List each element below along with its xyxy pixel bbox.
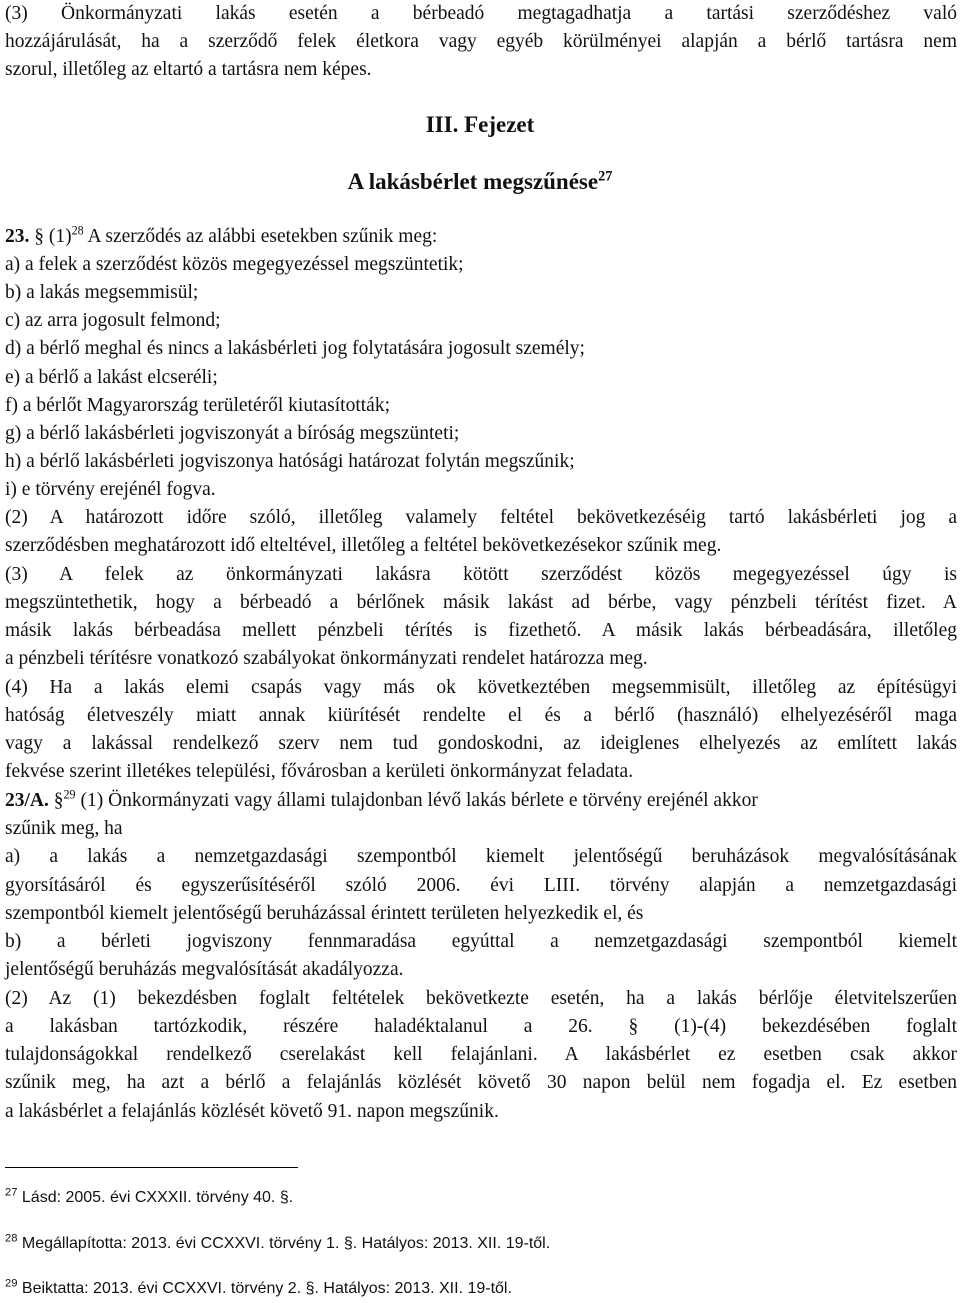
section-23a-item-b-line-1: b) a bérleti jogviszony fennmaradása egyúttal a nemzetgazdasági szempontból kiemelt bbox=[5, 931, 957, 952]
chapter-number: III. Fejezet bbox=[425, 112, 535, 137]
section-23-heading bbox=[5, 225, 437, 249]
section-23-p1-text: A szerződés az alábbi esetekben szűnik meg: bbox=[83, 226, 438, 247]
section-23a-number: 23/A. bbox=[5, 790, 54, 811]
section-23-p3-line-4: a pénzbeli térítésre vonatkozó szabályokat önkormányzati rendelet határozza meg. bbox=[5, 648, 648, 669]
section-23-item-h: h) a bérlő lakásbérleti jogviszonya hatósági határozat folytán megszűnik; bbox=[5, 451, 575, 472]
footnote-28 bbox=[5, 1234, 550, 1254]
section-23a-p1-text: (1) Önkormányzati vagy állami tulajdonban lévő lakás bérlete e törvény erejénél akkor bbox=[75, 790, 758, 811]
footnote-ref-29: 29 bbox=[63, 787, 76, 802]
section-23-item-a: a) a felek a szerződést közös megegyezéssel megszüntetik; bbox=[5, 254, 464, 275]
section-23a-item-a-line-1: a) a lakás a nemzetgazdasági szempontból kiemelt jelentőségű beruházások megvalósításának bbox=[5, 846, 957, 867]
section-23a-p2-line-2: a lakásban tartózkodik, részére haladéktalanul a 26. § (1)-(4) bekezdésében foglalt bbox=[5, 1016, 957, 1037]
chapter-title-text: A lakásbérlet megszűnése bbox=[347, 169, 599, 194]
intro-line-1: (3) Önkormányzati lakás esetén a bérbeadó megtagadhatja a tartási szerződéshez való bbox=[5, 3, 957, 24]
footnote-29-text: Beiktatta: 2013. évi CCXXVI. törvény 2. §. Hatályos: 2013. XII. 19-től. bbox=[17, 1280, 512, 1297]
section-23a-item-a-line-2: gyorsításáról és egyszerűsítéséről szóló 2006. évi LIII. törvény alapján a nemzetgazdasági bbox=[5, 875, 957, 896]
section-23-item-i: i) e törvény erejénél fogva. bbox=[5, 479, 216, 500]
section-23-item-d: d) a bérlő meghal és nincs a lakásbérleti jog folytatására jogosult személy; bbox=[5, 338, 585, 359]
section-23-item-f: f) a bérlőt Magyarország területéről kiutasították; bbox=[5, 395, 390, 416]
footnote-28-text: Megállapította: 2013. évi CCXXVI. törvény 1. §. Hatályos: 2013. XII. 19-től. bbox=[17, 1235, 551, 1252]
section-23a-p2-line-5: a lakásbérlet a felajánlás közlését követő 91. napon megszűnik. bbox=[5, 1101, 499, 1122]
section-23-sign: § bbox=[34, 226, 44, 247]
section-23-p4-line-4: fekvése szerint illetékes települési, fővárosban a kerületi önkormányzat feladata. bbox=[5, 761, 634, 782]
section-23-p3-line-3: másik lakás bérbeadása mellett pénzbeli térítés is fizethető. A másik lakás bérbeadására, illetőleg bbox=[5, 620, 957, 641]
footnote-27-number: 27 bbox=[5, 1186, 18, 1199]
section-23-number: 23. bbox=[5, 226, 35, 247]
section-23-p1-label: (1) bbox=[44, 226, 72, 247]
section-23a-item-a-line-3: szempontból kiemelt jelentőségű beruházással érintett területen helyezkedik el, és bbox=[5, 903, 644, 924]
section-23a-p2-line-3: tulajdonságokkal rendelkező cserelakást kell felajánlani. A lakásbérlet ez esetben csak akkor bbox=[5, 1044, 957, 1065]
footnote-28-number: 28 bbox=[5, 1232, 18, 1245]
footnote-ref-28: 28 bbox=[71, 223, 84, 238]
footnote-29-number: 29 bbox=[5, 1277, 18, 1290]
footnote-27 bbox=[5, 1188, 293, 1208]
footnote-ref-27: 27 bbox=[598, 168, 613, 185]
section-23a-heading bbox=[5, 789, 758, 813]
section-23-p3-line-2: megszüntethetik, hogy a bérbeadó a bérlőnek másik lakást ad bérbe, vagy pénzbeli térítést fizet. A bbox=[5, 592, 957, 613]
section-23-p2-line-1: (2) A határozott időre szóló, illetőleg valamely feltétel bekövetkezéséig tartó lakásbérleti jog a bbox=[5, 507, 957, 528]
footnote-separator bbox=[5, 1167, 298, 1168]
section-23a-p2-line-4: szűnik meg, ha azt a bérlő a felajánlás közlését követő 30 napon belül nem fogadja el. Ez esetben bbox=[5, 1072, 957, 1093]
section-23a-item-b-line-2: jelentőségű beruházás megvalósítását akadályozza. bbox=[5, 959, 404, 980]
section-23a-line-2: szűnik meg, ha bbox=[5, 818, 123, 839]
section-23-item-c: c) az arra jogosult felmond; bbox=[5, 310, 221, 331]
footnote-27-text: Lásd: 2005. évi CXXXII. törvény 40. §. bbox=[17, 1189, 294, 1206]
section-23a-p2-line-1: (2) Az (1) bekezdésben foglalt feltételek bekövetkezte esetén, ha a lakás bérlője életvitelszerűen bbox=[5, 988, 957, 1009]
intro-line-3: szorul, illetőleg az eltartó a tartásra nem képes. bbox=[5, 59, 372, 80]
intro-line-2: hozzájárulását, ha a szerződő felek életkora vagy egyéb körülményei alapján a bérlő tartásra nem bbox=[5, 31, 957, 52]
section-23-p4-line-2: hatóság életveszély miatt annak kiürítését rendelte el és a bérlő (használó) elhelyezéséről maga bbox=[5, 705, 957, 726]
section-23-p3-line-1: (3) A felek az önkormányzati lakásra kötött szerződést közös megegyezéssel úgy is bbox=[5, 564, 957, 585]
section-23-p4-line-1: (4) Ha a lakás elemi csapás vagy más ok következtében megsemmisült, illetőleg az építésügyi bbox=[5, 677, 957, 698]
section-23-item-g: g) a bérlő lakásbérleti jogviszonyát a bíróság megszünteti; bbox=[5, 423, 460, 444]
footnote-29 bbox=[5, 1279, 512, 1299]
section-23a-sign: § bbox=[53, 790, 64, 811]
section-23-item-b: b) a lakás megsemmisül; bbox=[5, 282, 199, 303]
section-23-p4-line-3: vagy a lakással rendelkező szerv nem tud gondoskodni, az ideiglenes elhelyezés az említett lakás bbox=[5, 733, 957, 754]
section-23-p2-line-2: szerződésben meghatározott idő elteltével, illetőleg a feltétel bekövetkezésekor szűnik meg. bbox=[5, 535, 722, 556]
chapter-title bbox=[0, 168, 960, 196]
section-23-item-e: e) a bérlő a lakást elcseréli; bbox=[5, 367, 218, 388]
